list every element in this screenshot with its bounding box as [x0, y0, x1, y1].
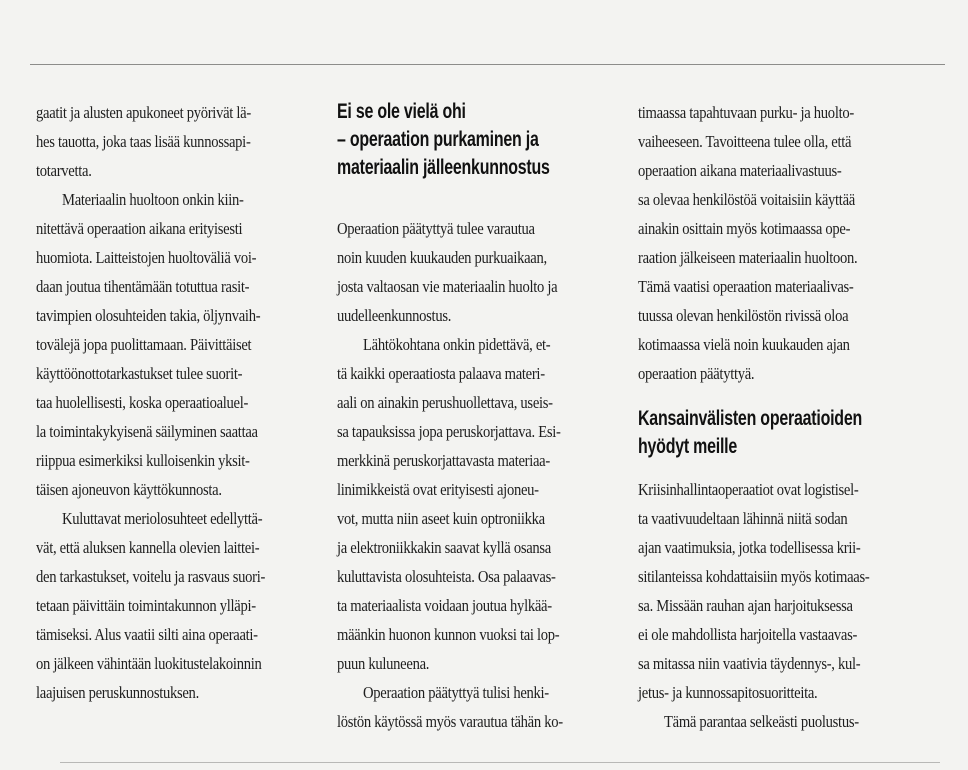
text-line: huomiota. Laitteistojen huoltoväliä voi-: [36, 248, 257, 267]
top-rule: [30, 64, 945, 65]
text-line: Operaation päätyttyä tulee varautua: [337, 219, 535, 238]
text-line: riippua esimerkiksi kulloisenkin yksit-: [36, 451, 250, 470]
text-line: den tarkastukset, voitelu ja rasvaus suori-: [36, 567, 266, 586]
text-line: Materiaalin huoltoon onkin kiin-: [62, 190, 244, 209]
heading-line: Ei se ole vielä ohi: [337, 100, 466, 123]
text-line: ajan vaatimuksia, jotka todellisessa krii-: [638, 538, 861, 557]
text-line: vot, mutta niin aseet kuin optroniikka: [337, 509, 545, 528]
text-line: merkkinä peruskorjattavasta materiaa-: [337, 451, 550, 470]
text-line: ei ole mahdollista harjoitella vastaavas-: [638, 625, 858, 644]
text-line: vaiheeseen. Tavoitteena tulee olla, että: [638, 132, 852, 151]
text-line: vät, että aluksen kannella olevien laittei-: [36, 538, 260, 557]
text-line: laajuisen peruskunnostuksen.: [36, 683, 199, 702]
text-line: kuluttavista olosuhteista. Osa palaavas-: [337, 567, 556, 586]
text-line: ja elektroniikkakin saavat kyllä osansa: [337, 538, 551, 557]
text-line: aali on ainakin perushuollettava, useis-: [337, 393, 553, 412]
text-line: sa tapauksissa jopa peruskorjattava. Esi-: [337, 422, 561, 441]
text-line: sitilanteissa kohdattaisiin myös kotimaas-: [638, 567, 870, 586]
text-line: Lähtökohtana onkin pidettävä, et-: [363, 335, 551, 354]
text-line: linimikkeistä ovat erityisesti ajoneu-: [337, 480, 539, 499]
text-line: noin kuuden kuukauden purkuaikaan,: [337, 248, 547, 267]
text-line: sa olevaa henkilöstöä voitaisiin käyttää: [638, 190, 855, 209]
text-line: Operaation päätyttyä tulisi henki-: [363, 683, 549, 702]
text-line: daan joutua tihentämään totuttua rasit-: [36, 277, 250, 296]
text-line: löstön käytössä myös varautua tähän ko-: [337, 712, 563, 731]
text-line: ainakin osittain myös kotimaassa ope-: [638, 219, 851, 238]
text-line: sa. Missään rauhan ajan harjoituksessa: [638, 596, 853, 615]
text-line: taa huolellisesti, koska operaatioaluel-: [36, 393, 249, 412]
text-line: sa mitassa niin vaativia täydennys-, kul-: [638, 654, 861, 673]
text-line: on jälkeen vähintään luokitustelakoinnin: [36, 654, 262, 673]
text-line: nitettävä operaation aikana erityisesti: [36, 219, 243, 238]
text-line: Tämä vaatisi operaation materiaalivas-: [638, 277, 854, 296]
text-line: raation jälkeiseen materiaalin huoltoon.: [638, 248, 858, 267]
text-line: operaation aikana materiaalivastuus-: [638, 161, 842, 180]
text-line: kotimaassa vielä noin kuukauden ajan: [638, 335, 850, 354]
text-line: gaatit ja alusten apukoneet pyörivät lä-: [36, 103, 251, 122]
text-line: puun kuluneena.: [337, 654, 430, 673]
text-line: tä kaikki operaatiosta palaava materi-: [337, 364, 545, 383]
text-line: tämiseksi. Alus vaatii silti aina operaati-: [36, 625, 258, 644]
heading-line: hyödyt meille: [638, 435, 738, 458]
text-line: Tämä parantaa selkeästi puolustus-: [664, 712, 859, 731]
heading-line: Kansainvälisten operaatioiden: [638, 407, 862, 430]
text-line: täisen ajoneuvon käyttökunnosta.: [36, 480, 222, 499]
text-line: tavimpien olosuhteiden takia, öljynvaih-: [36, 306, 261, 325]
text-line: tuussa olevan henkilöstön rivissä oloa: [638, 306, 849, 325]
text-line: Kuluttavat meriolosuhteet edellyttä-: [62, 509, 263, 528]
text-line: ta materiaalista voidaan joutua hylkää-: [337, 596, 552, 615]
text-line: määnkin huonon kunnon vuoksi tai lop-: [337, 625, 560, 644]
text-line: totarvetta.: [36, 161, 92, 180]
text-line: josta valtaosan vie materiaalin huolto ja: [337, 277, 558, 296]
text-line: uudelleenkunnostus.: [337, 306, 452, 325]
text-line: la toimintakykyisenä säilyminen saattaa: [36, 422, 258, 441]
text-line: timaassa tapahtuvaan purku- ja huolto-: [638, 103, 854, 122]
text-line: jetus- ja kunnossapitosuoritteita.: [638, 683, 818, 702]
text-line: käyttöönottotarkastukset tulee suorit-: [36, 364, 243, 383]
heading-line: – operaation purkaminen ja: [337, 128, 539, 151]
text-line: ta vaativuudeltaan lähinnä niitä sodan: [638, 509, 848, 528]
text-line: tovälejä jopa puolittamaan. Päivittäiset: [36, 335, 252, 354]
bottom-rule: [60, 762, 940, 763]
text-line: Kriisinhallintaoperaatiot ovat logistisel-: [638, 480, 859, 499]
text-line: tetaan päivittäin toimintakunnon ylläpi-: [36, 596, 256, 615]
heading-line: materiaalin jälleenkunnostus: [337, 156, 550, 179]
text-line: hes tauotta, joka taas lisää kunnossapi-: [36, 132, 251, 151]
text-line: operaation päätyttyä.: [638, 364, 755, 383]
